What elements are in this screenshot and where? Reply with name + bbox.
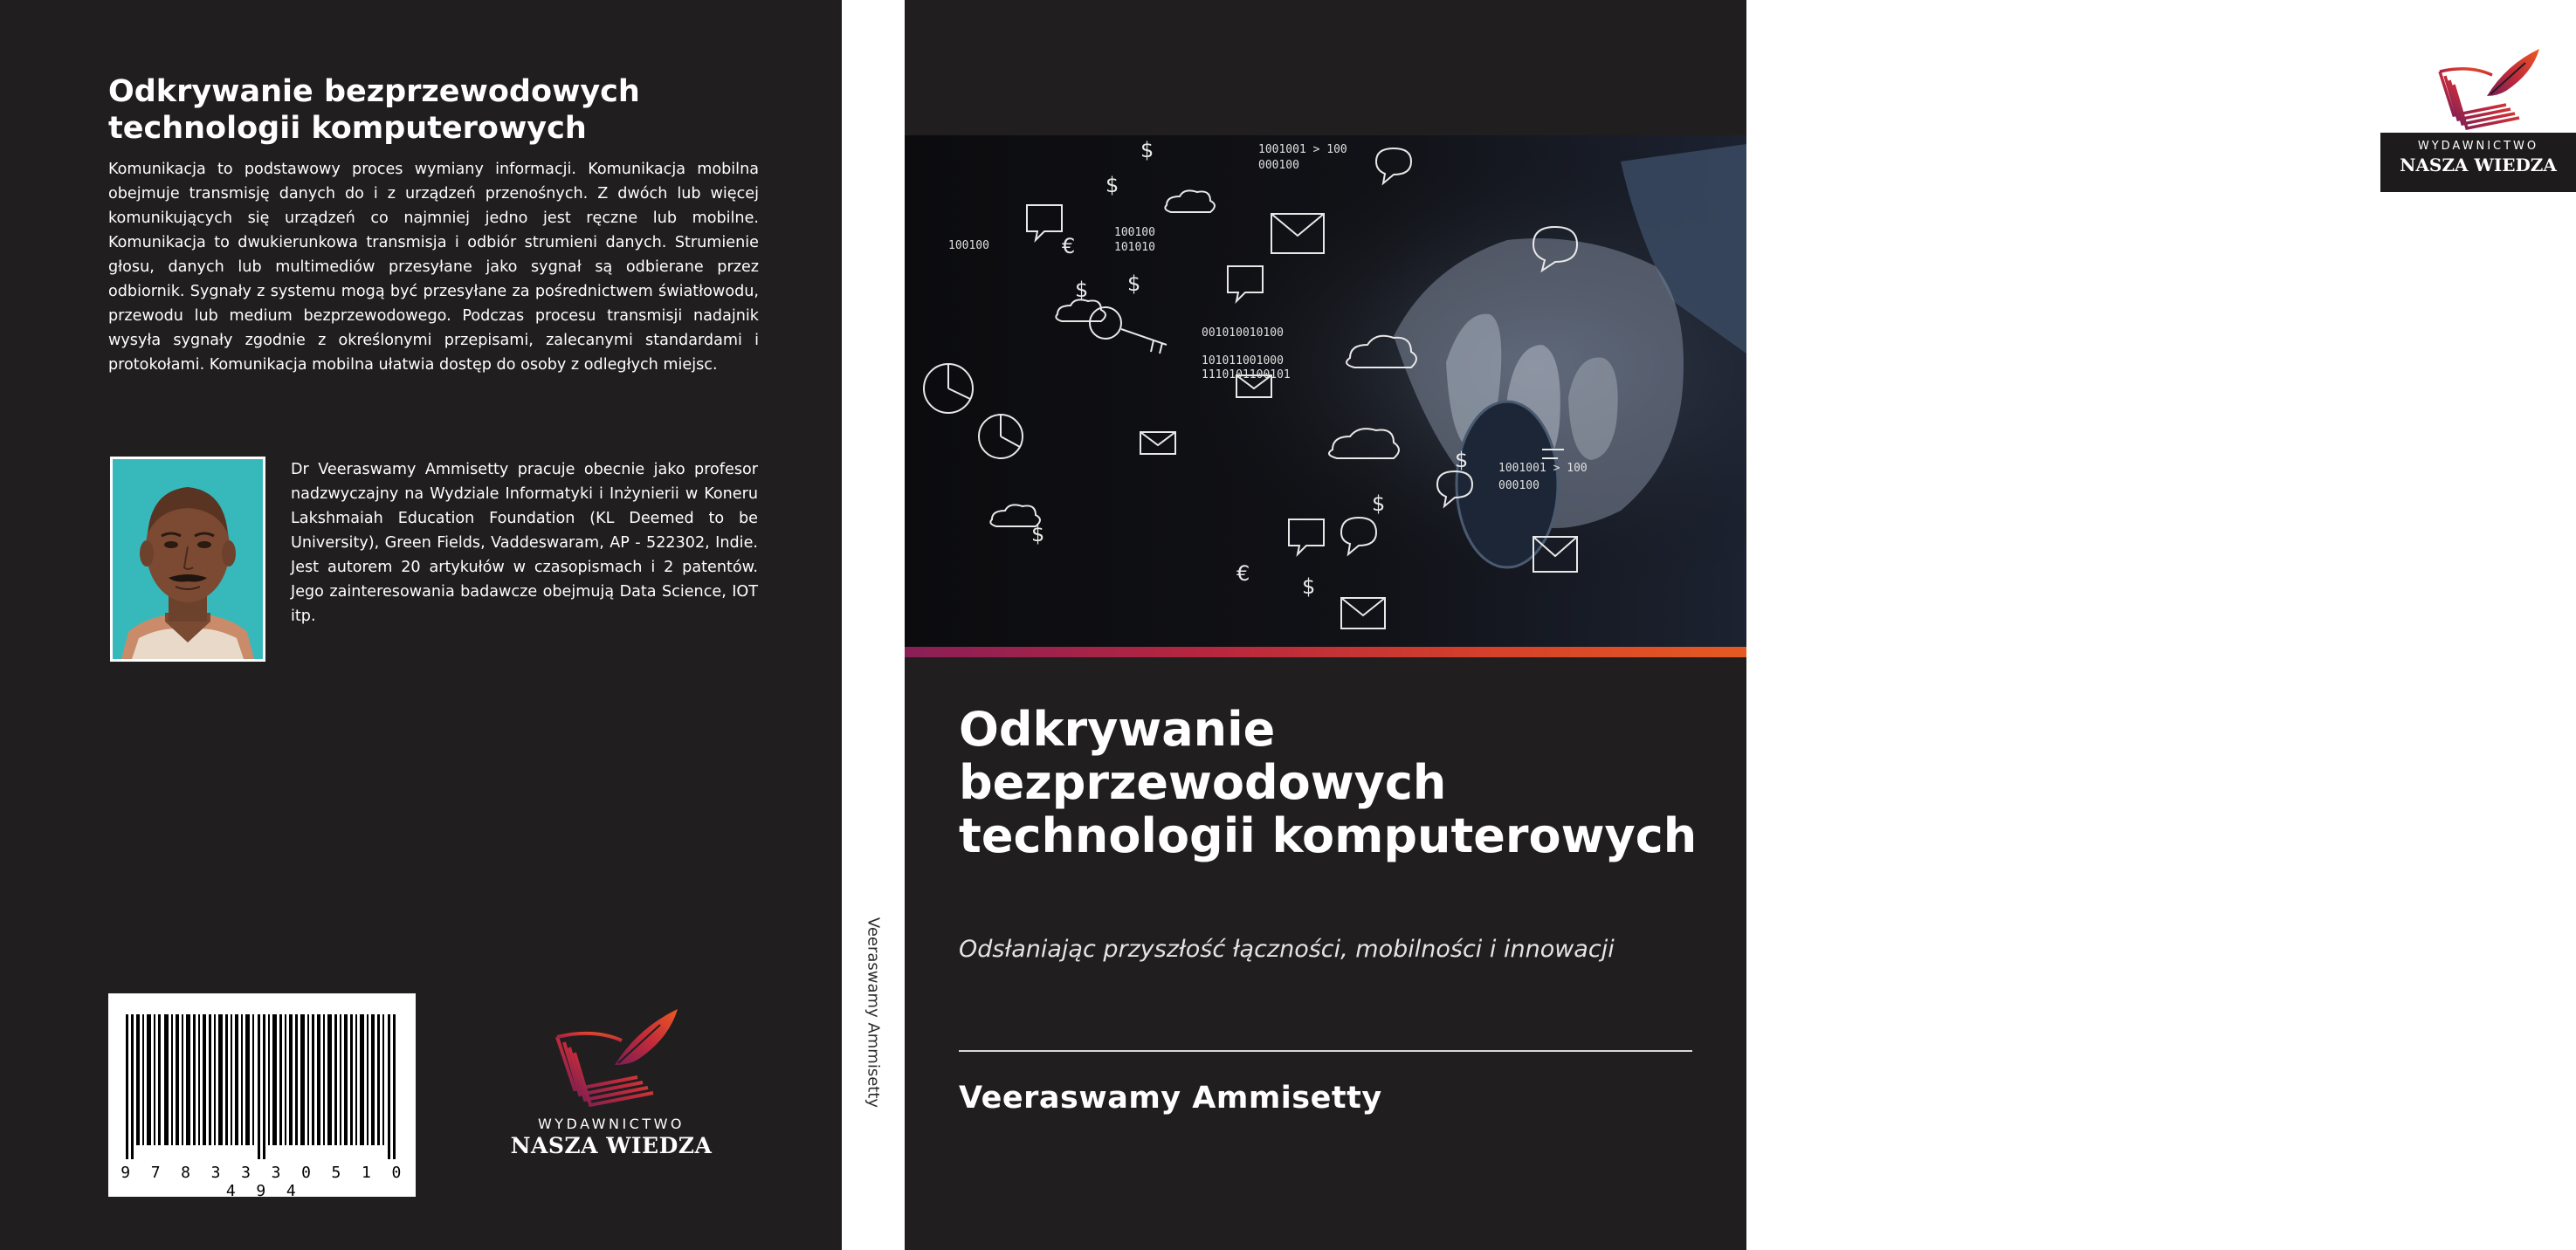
binary-text-9: 1001001 > 100	[1498, 462, 1588, 475]
dollar-icon-7: $	[1031, 522, 1045, 546]
accent-stripe	[905, 647, 1746, 657]
spine-author: Veeraswamy Ammisetty	[864, 917, 883, 1109]
binary-text-2: 000100	[1258, 159, 1299, 172]
binary-text-6: 001010010100	[1202, 326, 1284, 340]
dollar-icon-3: $	[1140, 138, 1154, 162]
title-divider	[959, 1050, 1692, 1052]
author-photo	[110, 457, 265, 662]
cover-illustration	[905, 135, 1746, 650]
isbn-digits: 9 7 8 3 3 3 0 5 1 0 4 9 4	[121, 1164, 407, 1200]
dollar-icon-1: $	[1105, 173, 1119, 197]
publisher-name: NASZA WIEDZA	[510, 1133, 713, 1158]
euro-icon-1: €	[1062, 234, 1076, 258]
euro-icon-2: €	[1236, 561, 1250, 586]
dollar-icon-5: $	[1372, 491, 1386, 516]
back-cover	[0, 0, 842, 1250]
front-cover-subtitle: Odsłaniając przyszłość łączności, mobilności i innowacji	[959, 936, 1615, 963]
binary-text-5: 100100	[948, 239, 989, 252]
dollar-icon-4: $	[1127, 271, 1141, 296]
publisher-label: WYDAWNICTWO	[537, 1116, 685, 1132]
barcode-bars	[126, 1014, 398, 1159]
publisher-logo-front	[2380, 45, 2576, 192]
dollar-icon-6: $	[1302, 574, 1316, 599]
binary-text-10: 000100	[1498, 479, 1539, 492]
front-cover-title: Odkrywanie bezprzewodowych technologii komputerowych	[959, 702, 1698, 863]
front-cover-author: Veeraswamy Ammisetty	[959, 1081, 1382, 1116]
back-cover-description: Komunikacja to podstawowy proces wymiany informacji. Komunikacja mobilna obejmuje transmisję danych do i z urządzeń przenośnych. Z dwóch lub więcej komunikujących się urządzeń co najmniej jedno jest ręczne lub mobilne. Komunikacja to dwukierunkowa transmisja i odbiór strumieni danych. Strumienie głosu, danych lub multimediów przesyłane jako sygnał są odbierane przez odbiornik. Sygnały z systemu mogą być przesyłane za pośrednictwem światłowodu, przewodu lub medium bezprzewodowego. Podczas procesu transmisji nadajnik wysyła sygnały zgodnie z określonymi przepisami, zalecanymi standardami i protokołami. Komunikacja mobilna ułatwia dostęp do osoby z odległych miejsc.	[108, 161, 759, 374]
binary-text-7: 101011001000	[1202, 354, 1284, 367]
author-bio: Dr Veeraswamy Ammisetty pracuje obecnie jako profesor nadzwyczajny na Wydziale Informatyki i Inżynierii w Koneru Lakshmaiah Education Foundation (KL Deemed to be University), Green Fields, Vaddeswaram, AP - 522302, Indie. Jest autorem 20 artykułów w czasopismach i 2 patentów. Jego zainteresowania badawcze obejmują Data Science, IOT itp.	[291, 461, 758, 625]
front-cover	[905, 0, 2557, 1250]
publisher-book-quill-icon-front	[2380, 45, 2576, 138]
binary-text-8: 1110101100101	[1202, 368, 1291, 381]
publisher-book-quill-icon	[506, 1004, 716, 1113]
binary-text-4: 101010	[1114, 241, 1155, 254]
publisher-name-front: NASZA WIEDZA	[2400, 155, 2557, 175]
dollar-icon-8: $	[1455, 448, 1469, 472]
binary-text-3: 100100	[1114, 226, 1155, 239]
back-cover-title: Odkrywanie bezprzewodowych technologii komputerowych	[108, 74, 640, 146]
isbn-barcode	[108, 993, 416, 1200]
publisher-label-front: WYDAWNICTWO	[2417, 140, 2539, 153]
dollar-icon-2: $	[1075, 278, 1089, 302]
publisher-logo-back	[506, 1004, 716, 1165]
binary-text-1: 1001001 > 100	[1258, 143, 1347, 156]
